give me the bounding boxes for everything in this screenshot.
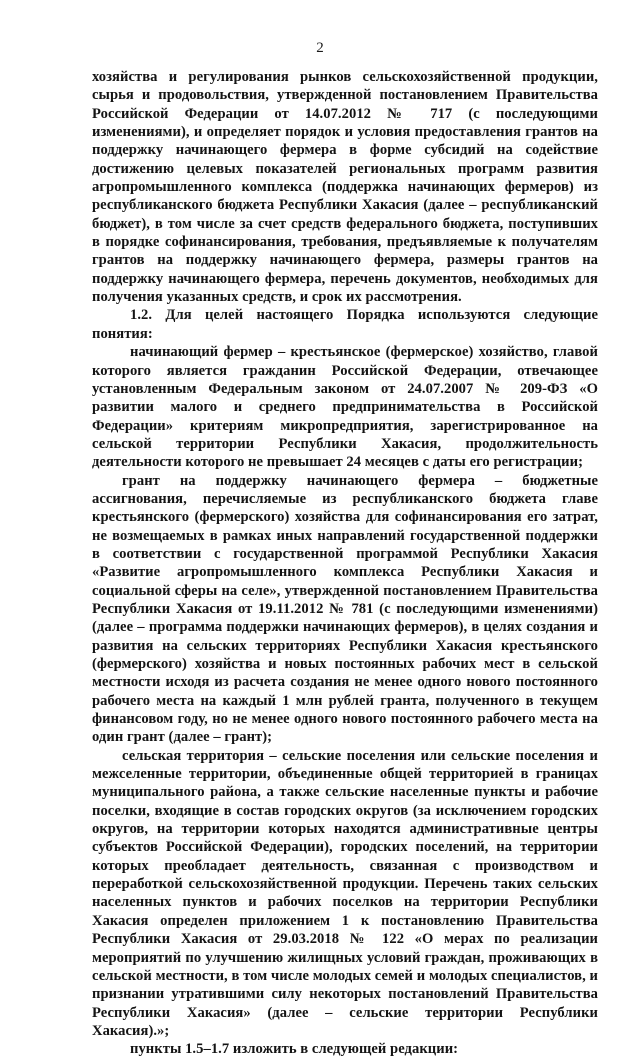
paragraph-amendment-clauses: пункты 1.5–1.7 изложить в следующей редакции: bbox=[130, 1041, 459, 1058]
document-body bbox=[92, 68, 598, 1059]
paragraph-definition-beginning-farmer: начинающий фермер – крестьянское (фермерское) хозяйство, главой которого является гражданин Российской Федерации, отвечающее установленным Федеральным законом от 24.07.2007 № 209-ФЗ «О развитии малого и среднего предпринимательства в Российской Федерации» критериям микропредприятия, зарегистрированное на сельской территории Республики Хакасия, продолжительность деятельности которого не превышает 24 месяцев с даты его регистрации; bbox=[92, 344, 598, 471]
page-number: 2 bbox=[316, 40, 324, 56]
paragraph-program-continuation: хозяйства и регулирования рынков сельскохозяйственной продукции, сырья и продовольствия, утвержденной постановлением Правительства Российской Федерации от 14.07.2012 № 717 (с последующими изменениями), и определяет порядок и условия предоставления грантов на поддержку начинающего фермера в форме субсидий на содействие достижению целевых показателей региональных программ развития агропромышленного комплекса (поддержка начинающих фермеров) из республиканского бюджета Республики Хакасия (далее – республиканский бюджет), в том числе за счет средств федерального бюджета, поступивших в порядке софинансирования, требования, предъявляемые к получателям грантов на поддержку начинающего фермера, размеры грантов на поддержку начинающего фермера, перечень документов, необходимых для получения указанных средств, и срок их рассмотрения. bbox=[92, 69, 598, 306]
paragraph-definitions-intro: 1.2. Для целей настоящего Порядка используются следующие понятия: bbox=[92, 307, 598, 342]
paragraph-definition-rural-territory: сельская территория – сельские поселения или сельские поселения и межселенные территории, объединенные общей территорией в границах муниципального района, а также сельские населенные пункты и рабочие поселки, входящие в состав городских округов (за исключением городских округов, на территории которых находятся административные центры субъектов Российской Федерации), городских поселений, на территории которых преобладает деятельность, связанная с производством и переработкой сельскохозяйственной продукции. Перечень таких сельских населенных пунктов и рабочих поселков на территории Республики Хакасия определен приложением 1 к постановлению Правительства Республики Хакасия от 29.03.2018 № 122 «О мерах по реализации мероприятий по улучшению жилищных условий граждан, проживающих в сельской местности, в том числе молодых семей и молодых специалистов, и признании утратившими силу некоторых постановлений Правительства Республики Хакасия» (далее – сельские территории Республики Хакасия).»; bbox=[92, 747, 598, 1039]
paragraph-definition-grant: грант на поддержку начинающего фермера – бюджетные ассигнования, перечисляемые из республиканского бюджета главе крестьянского (фермерского) хозяйства для софинансирования его затрат, не возмещаемых в рамках иных направлений государственной поддержки в соответствии с государственной программой Республики Хакасия «Развитие агропромышленного комплекса Республики Хакасия и социальной сферы на селе», утвержденной постановлением Правительства Республики Хакасия от 19.11.2012 № 781 (с последующими изменениями) (далее – программа поддержки начинающих фермеров), в целях создания и развития на сельских территориях Республики Хакасия крестьянского (фермерского) хозяйства и новых постоянных рабочих мест в сельской местности исходя из расчета создания не менее одного нового постоянного рабочего места на каждый 1 млн рублей гранта, полученного в текущем финансовом году, но не менее одного нового постоянного рабочего места на один грант (далее – грант); bbox=[92, 472, 598, 746]
